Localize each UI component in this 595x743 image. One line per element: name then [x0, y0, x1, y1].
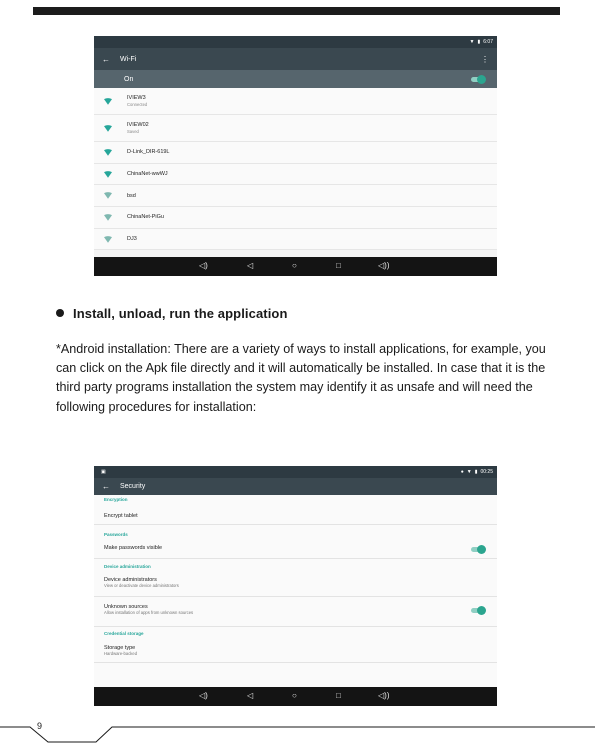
volume-down-icon[interactable]: ◁)	[199, 261, 208, 270]
list-item[interactable]	[94, 164, 497, 186]
security-screenshot	[94, 466, 497, 706]
setting-subtitle: Hardware-backed	[104, 651, 138, 656]
alarm-icon: ●	[460, 469, 464, 475]
list-item[interactable]	[94, 207, 497, 229]
network-name: IVIEW3	[127, 95, 146, 101]
volume-up-icon[interactable]: ◁))	[378, 691, 390, 700]
network-name: IVIEW02	[127, 122, 149, 128]
section-heading: Install, unload, run the application	[73, 306, 288, 321]
setting-device-administrators[interactable]	[94, 569, 497, 596]
network-name: ChinaNet-PiGu	[127, 214, 164, 221]
volume-up-icon[interactable]: ◁))	[378, 261, 390, 270]
setting-title: Encrypt tablet	[104, 513, 138, 519]
wifi-screenshot	[94, 36, 497, 276]
recents-icon[interactable]: □	[336, 691, 341, 700]
setting-title: Device administrators	[104, 577, 157, 583]
passwords-visible-toggle[interactable]	[471, 547, 485, 552]
network-name: bsd	[127, 192, 136, 199]
setting-subtitle: Allow installation of apps from unknown sources	[104, 610, 194, 615]
home-icon[interactable]: ○	[292, 261, 297, 270]
wifi-signal-icon	[104, 214, 112, 221]
body-paragraph: *Android installation: There are a variety of ways to install applications, for example, you can click on the Apk file directly and it will automatically be installed. In case that it is the third party programs installation the system may identify it as unsafe and will need the following procedures for installation:	[56, 342, 546, 414]
battery-icon: ▮	[477, 39, 481, 45]
wifi-toggle[interactable]	[471, 77, 485, 82]
wifi-on-label: On	[124, 75, 134, 83]
wifi-signal-icon	[104, 125, 112, 132]
wifi-network-list	[94, 88, 497, 250]
nav-bar	[94, 687, 497, 706]
setting-subtitle: View or deactivate device administrators	[104, 583, 179, 588]
section-header-encryption: Encryption	[104, 497, 128, 502]
back-arrow-icon[interactable]: ←	[102, 482, 110, 491]
app-bar	[94, 478, 497, 495]
divider	[94, 662, 497, 663]
status-time: 00:25	[480, 469, 493, 475]
home-icon[interactable]: ○	[292, 691, 297, 700]
setting-encrypt-tablet[interactable]	[94, 502, 497, 524]
setting-title: Unknown sources	[104, 604, 148, 610]
screen-title: Wi-Fi	[120, 55, 137, 63]
volume-down-icon[interactable]: ◁)	[199, 691, 208, 700]
app-bar	[94, 48, 497, 70]
setting-make-passwords-visible[interactable]	[94, 537, 497, 558]
setting-storage-type[interactable]	[94, 636, 497, 662]
list-item[interactable]	[94, 88, 497, 115]
section-header-device-admin: Device administration	[104, 564, 151, 569]
battery-icon: ▮	[474, 469, 478, 475]
top-rule	[33, 7, 560, 15]
back-arrow-icon[interactable]: ←	[102, 54, 110, 64]
section-header-passwords: Passwords	[104, 532, 128, 537]
status-time: 6:07	[483, 39, 493, 45]
setting-title: Storage type	[104, 645, 136, 651]
wifi-signal-icon	[104, 149, 112, 156]
back-icon[interactable]: ◁	[247, 261, 254, 270]
overflow-menu-icon[interactable]: ⋮	[481, 54, 489, 64]
wifi-signal-icon	[104, 98, 112, 105]
wifi-status-icon: ▼	[466, 469, 472, 475]
page-number: 9	[37, 721, 43, 731]
unknown-sources-toggle[interactable]	[471, 608, 485, 613]
list-item[interactable]	[94, 229, 497, 251]
footer-rule	[0, 723, 595, 743]
nav-bar	[94, 257, 497, 276]
section-header-credential-storage: Credential storage	[104, 631, 144, 636]
setting-unknown-sources[interactable]	[94, 597, 497, 626]
network-status: Saved	[127, 129, 139, 134]
wifi-signal-icon	[104, 171, 112, 178]
wifi-status-icon: ▼	[469, 39, 475, 45]
list-item[interactable]	[94, 142, 497, 164]
bullet-icon	[56, 309, 64, 317]
setting-title: Make passwords visible	[104, 545, 163, 551]
settings-list	[94, 495, 497, 694]
network-status: Connected	[127, 102, 148, 107]
screen-title: Security	[120, 483, 146, 490]
recents-icon[interactable]: □	[336, 261, 341, 270]
list-item[interactable]	[94, 185, 497, 207]
back-icon[interactable]: ◁	[247, 691, 254, 700]
wifi-signal-icon	[104, 192, 112, 199]
wifi-on-bar[interactable]	[94, 70, 497, 88]
network-name: DJ3	[127, 236, 137, 243]
network-name: ChinaNet-wwWJ	[127, 171, 168, 178]
status-bar	[94, 466, 497, 478]
list-item[interactable]	[94, 115, 497, 142]
screenshot-notification-icon: ▣	[101, 469, 106, 475]
status-bar	[94, 36, 497, 48]
wifi-signal-icon	[104, 236, 112, 243]
network-name: D-Link_DIR-619L	[127, 149, 170, 156]
